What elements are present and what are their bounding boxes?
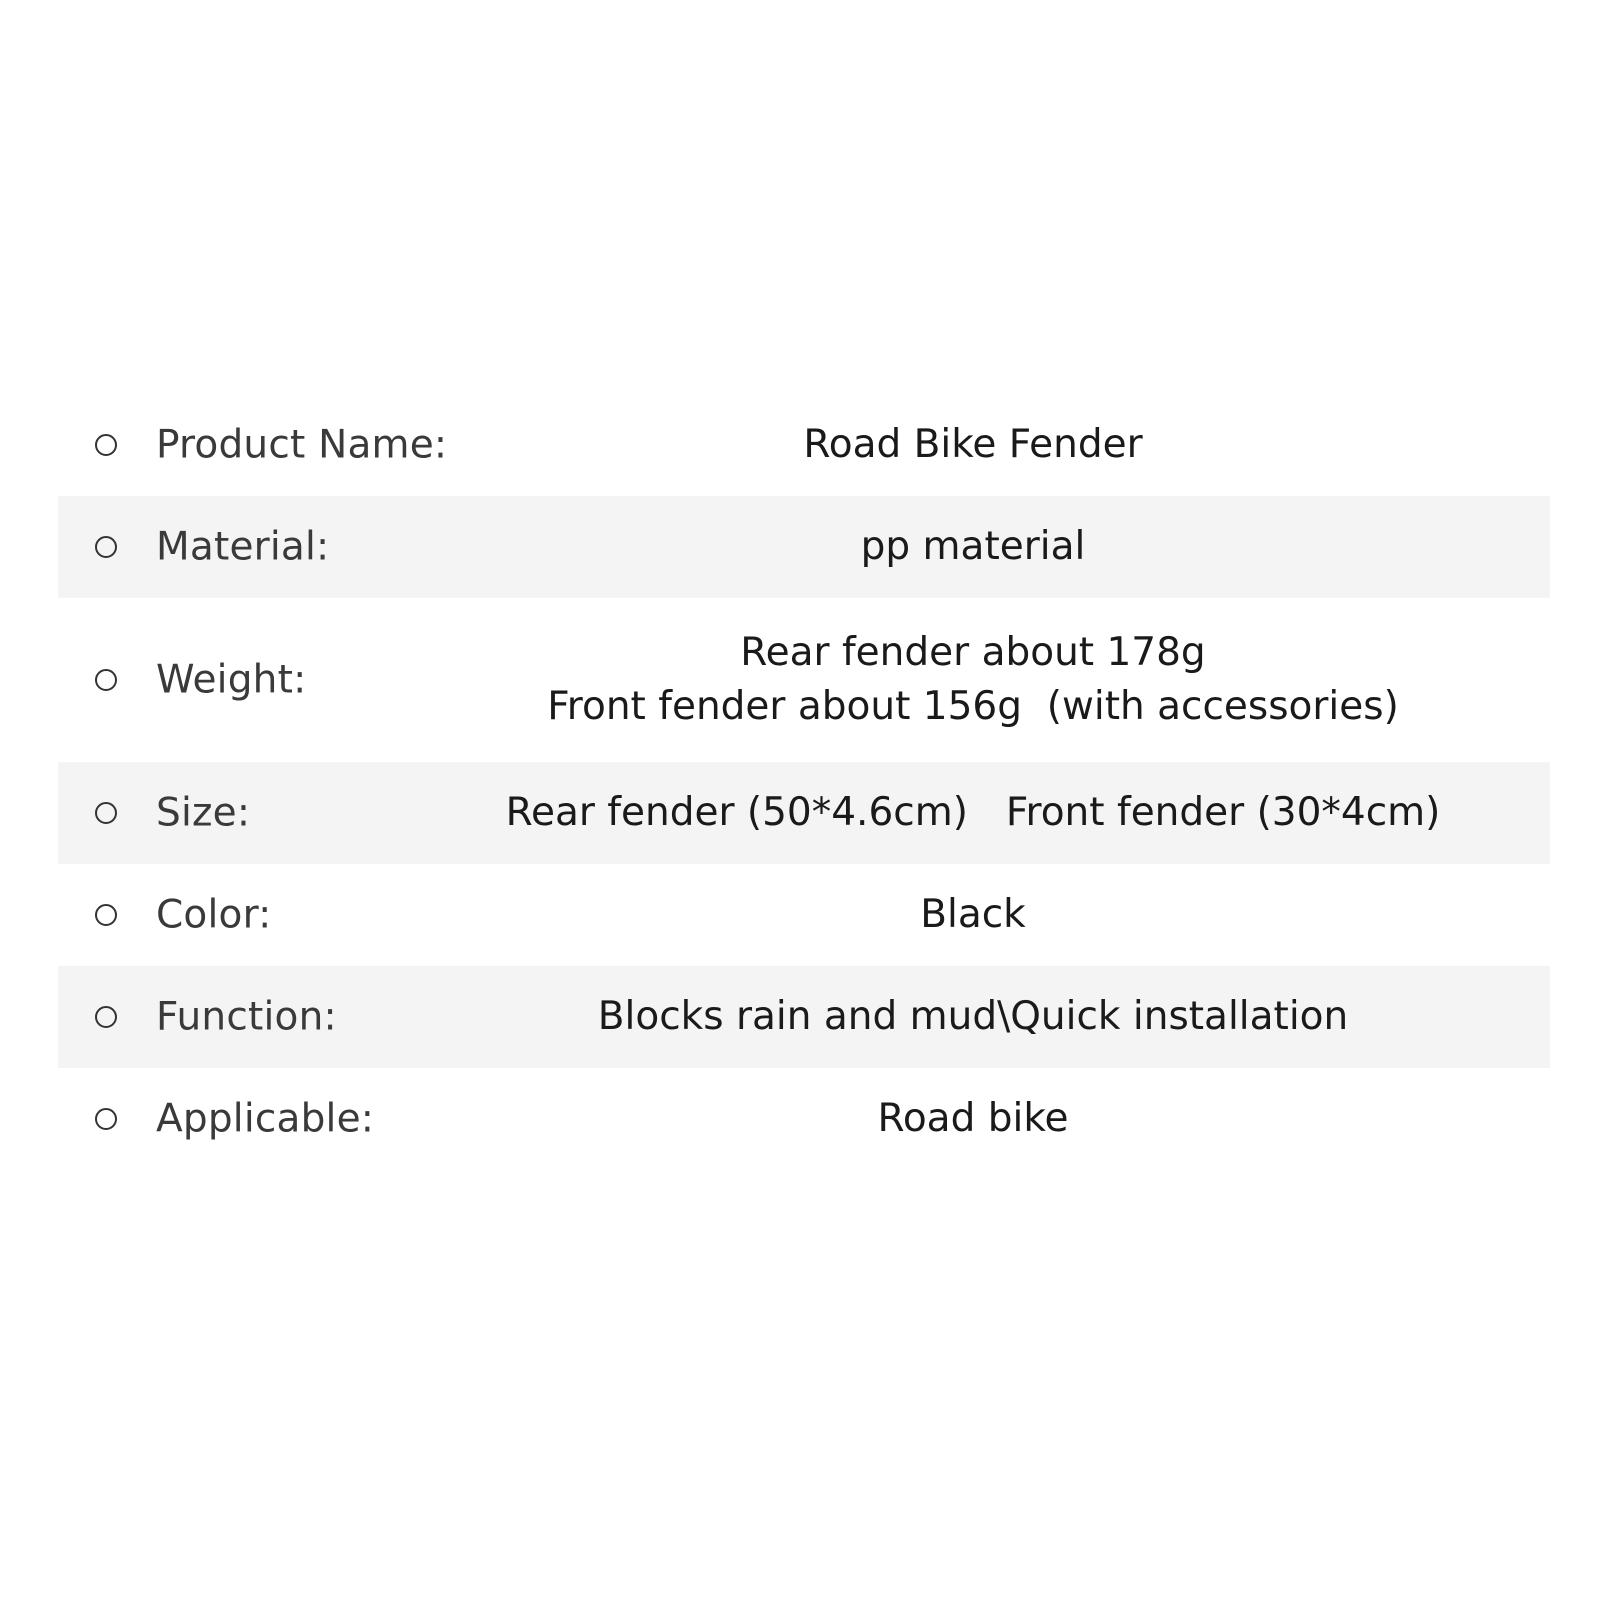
circle-bullet-icon — [95, 802, 117, 824]
spec-value-multipart — [423, 786, 1523, 840]
spec-table — [58, 394, 1550, 1170]
spec-value: Road bike — [877, 1096, 1069, 1141]
spec-row-product-name — [58, 394, 1550, 496]
spec-label: Material: — [156, 524, 330, 570]
spec-value-multiline — [423, 626, 1523, 734]
spec-value-line: Rear fender about 178g — [740, 630, 1206, 675]
spec-label: Size: — [156, 790, 251, 836]
spec-value: Black — [920, 892, 1026, 937]
circle-bullet-icon — [95, 904, 117, 926]
spec-value: Road Bike Fender — [803, 422, 1143, 467]
spec-row-function — [58, 966, 1550, 1068]
spec-value-line: Front fender about 156g (with accessories) — [547, 684, 1399, 729]
spec-value: Blocks rain and mud\Quick installation — [597, 994, 1349, 1039]
circle-bullet-icon — [95, 669, 117, 691]
circle-bullet-icon — [95, 1108, 117, 1130]
spec-row-weight — [58, 598, 1550, 762]
spec-label: Weight: — [156, 657, 307, 703]
spec-label: Applicable: — [156, 1096, 375, 1142]
spec-row-applicable — [58, 1068, 1550, 1170]
spec-value-part: Front fender (30*4cm) — [1005, 790, 1441, 835]
spec-row-size — [58, 762, 1550, 864]
spec-row-color — [58, 864, 1550, 966]
spec-label: Color: — [156, 892, 272, 938]
spec-label: Function: — [156, 994, 337, 1040]
spec-value-part: Rear fender (50*4.6cm) — [505, 790, 968, 835]
spec-label: Product Name: — [156, 422, 448, 468]
spec-row-material — [58, 496, 1550, 598]
circle-bullet-icon — [95, 536, 117, 558]
circle-bullet-icon — [95, 434, 117, 456]
circle-bullet-icon — [95, 1006, 117, 1028]
spec-value: pp material — [860, 524, 1086, 569]
